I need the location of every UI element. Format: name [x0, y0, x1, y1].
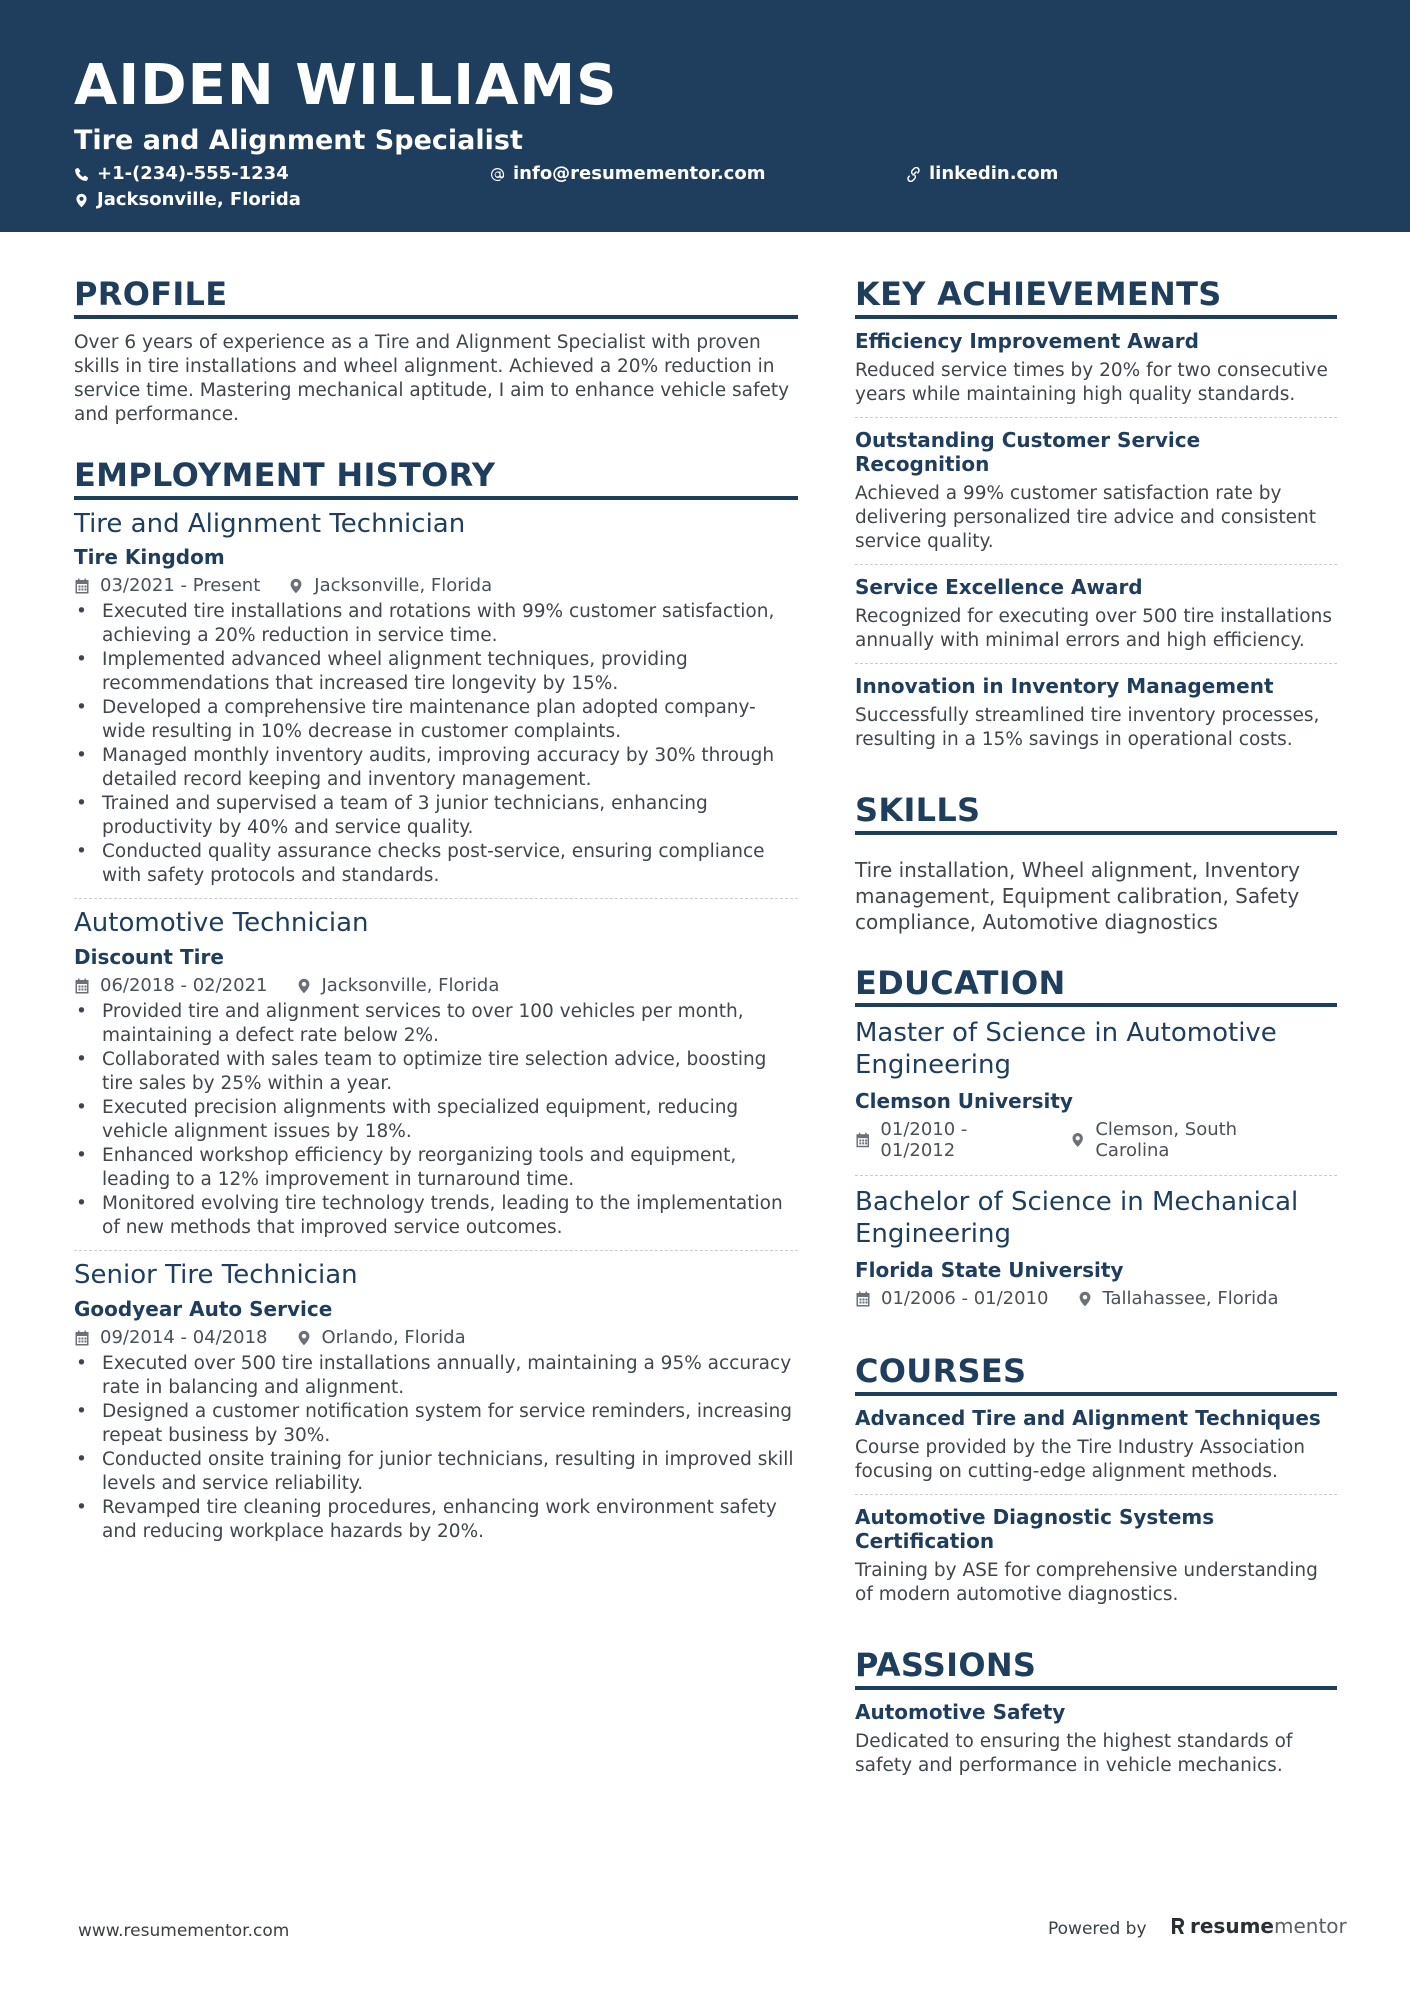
education-meta: [855, 1288, 1337, 1309]
job-company: Tire Kingdom: [74, 545, 225, 570]
skills-heading: SKILLS: [855, 792, 1337, 835]
achievement-item: [855, 664, 1337, 762]
resumementor-logo-icon: [1170, 1916, 1186, 1936]
achievement-item: [855, 565, 1337, 664]
job-bullet: • Implemented advanced wheel alignment techniques, providing recommendations that increased tire longevity by 15%.: [74, 648, 798, 696]
job-location: [288, 575, 492, 596]
calendar-icon: [74, 578, 90, 594]
achievement-desc: Successfully streamlined tire inventory processes, resulting in a 15% savings in operational costs.: [855, 704, 1320, 750]
achievement-desc: Recognized for executing over 500 tire installations annually with minimal errors and high efficiency.: [855, 605, 1332, 651]
map-pin-icon: [1070, 1132, 1085, 1148]
achievement-title: Service Excellence Award: [855, 574, 1143, 599]
phone-text: +1-(234)-555-1234: [97, 163, 289, 184]
education-location-text: Clemson, South Carolina: [1095, 1119, 1238, 1162]
courses-heading: COURSES: [855, 1353, 1337, 1396]
contact-phone[interactable]: [74, 165, 289, 183]
candidate-title: Tire and Alignment Specialist: [74, 125, 523, 156]
map-pin-icon: [296, 978, 312, 994]
contact-linkedin[interactable]: [906, 165, 1058, 183]
job-bullet: • Enhanced workshop efficiency by reorganizing tools and equipment, leading to a 12% improvement in turnaround time.: [74, 1144, 798, 1192]
passion-title: Automotive Safety: [855, 1699, 1066, 1724]
achievement-desc: Achieved a 99% customer satisfaction rate by delivering personalized tire advice and consistent service quality.: [855, 482, 1316, 552]
skills-text: Tire installation, Wheel alignment, Inventory management, Equipment calibration, Safety compliance, Automotive diagnostics: [855, 857, 1301, 934]
header-banner: [0, 0, 1410, 232]
job-bullet: • Managed monthly inventory audits, improving accuracy by 30% through detailed record keeping and inventory management.: [74, 744, 798, 792]
job-bullet: • Developed a comprehensive tire maintenance plan adopted company-wide resulting in 10% decrease in customer complaints.: [74, 696, 798, 744]
job-bullet: • Provided tire and alignment services to over 100 vehicles per month, maintaining a defect rate below 2%.: [74, 1000, 798, 1048]
resumementor-logo[interactable]: [1170, 1914, 1347, 1938]
job-company: Discount Tire: [74, 945, 224, 970]
location-text: Jacksonville, Florida: [97, 189, 301, 210]
education-location: [1070, 1119, 1309, 1161]
phone-icon: [74, 167, 89, 182]
profile-section: [74, 276, 798, 427]
job-entry: [74, 899, 798, 1251]
footer-powered-by: Powered by: [1048, 1919, 1147, 1939]
education-heading: EDUCATION: [855, 965, 1337, 1008]
job-bullet: • Executed over 500 tire installations annually, maintaining a 95% accuracy rate in balancing and alignment.: [74, 1352, 798, 1400]
job-dates: [74, 575, 260, 596]
job-bullet: • Designed a customer notification system for service reminders, increasing repeat business by 30%.: [74, 1400, 798, 1448]
course-title: Advanced Tire and Alignment Techniques: [855, 1406, 1321, 1431]
education-meta: [855, 1119, 1337, 1161]
contact-email[interactable]: [490, 165, 765, 183]
achievement-item: [855, 418, 1337, 565]
job-bullet: • Revamped tire cleaning procedures, enhancing work environment safety and reducing workplace hazards by 20%.: [74, 1496, 798, 1544]
achievement-item: [855, 319, 1337, 418]
job-location-text: Orlando, Florida: [321, 1327, 466, 1349]
education-dates: [855, 1119, 1042, 1161]
job-bullet: • Trained and supervised a team of 3 junior technicians, enhancing productivity by 40% and service quality.: [74, 792, 798, 840]
job-company: Goodyear Auto Service: [74, 1297, 333, 1322]
job-entry: [74, 500, 798, 900]
map-pin-icon: [1077, 1291, 1093, 1307]
achievement-title: Efficiency Improvement Award: [855, 328, 1199, 353]
education-dates-text: 01/2006 - 01/2010: [881, 1288, 1049, 1310]
job-meta: [74, 1327, 798, 1348]
footer-website-link[interactable]: www.resumementor.com: [78, 1921, 290, 1941]
job-dates-text: 03/2021 - Present: [100, 575, 261, 597]
job-location: [296, 1327, 466, 1348]
skills-section: [855, 792, 1337, 935]
job-location-text: Jacksonville, Florida: [314, 575, 493, 597]
education-school: Florida State University: [855, 1258, 1124, 1283]
job-dates-text: 06/2018 - 02/2021: [100, 975, 268, 997]
education-location: [1077, 1288, 1279, 1309]
education-degree: Master of Science in Automotive Engineering: [855, 1018, 1277, 1081]
calendar-icon: [855, 1291, 871, 1307]
job-bullet: • Executed tire installations and rotations with 99% customer satisfaction, achieving a 20% reduction in service time.: [74, 600, 798, 648]
education-school: Clemson University: [855, 1089, 1073, 1114]
logo-text-bold: resume: [1190, 1914, 1274, 1938]
link-icon: [906, 167, 921, 182]
course-title: Automotive Diagnostic Systems Certification: [855, 1505, 1215, 1554]
email-text: info@resumementor.com: [513, 163, 766, 184]
job-bullet: • Conducted onsite training for junior technicians, resulting in improved skill levels and service reliability.: [74, 1448, 798, 1496]
job-bullet: • Executed precision alignments with specialized equipment, reducing vehicle alignment issues by 18%.: [74, 1096, 798, 1144]
job-bullets: [74, 1352, 798, 1544]
job-bullets: [74, 1000, 798, 1240]
education-location-text: Tallahassee, Florida: [1102, 1288, 1279, 1310]
course-item: [855, 1396, 1337, 1495]
logo-text-light: mentor: [1273, 1914, 1347, 1938]
left-column: [74, 276, 798, 1584]
map-pin-icon: [74, 193, 89, 208]
job-title: Tire and Alignment Technician: [74, 508, 466, 539]
linkedin-text: linkedin.com: [929, 163, 1059, 184]
course-desc: Training by ASE for comprehensive understanding of modern automotive diagnostics.: [855, 1560, 1318, 1606]
job-location-text: Jacksonville, Florida: [321, 975, 500, 997]
achievements-section: [855, 276, 1337, 762]
map-pin-icon: [288, 578, 304, 594]
profile-text: Over 6 years of experience as a Tire and Alignment Specialist with proven skills in tire installations and wheel alignment. Achieved a 20% reduction in service time. Mastering mechanical aptitude, I aim to enhance vehicle safety and performance.: [74, 331, 790, 425]
calendar-icon: [74, 978, 90, 994]
candidate-name: AIDEN WILLIAMS: [74, 53, 618, 118]
employment-heading: EMPLOYMENT HISTORY: [74, 457, 798, 500]
calendar-icon: [74, 1330, 90, 1346]
education-dates-text: 01/2010 - 01/2012: [880, 1119, 968, 1162]
job-meta: [74, 575, 798, 596]
course-desc: Course provided by the Tire Industry Association focusing on cutting-edge alignment methods.: [855, 1437, 1306, 1483]
job-meta: [74, 975, 798, 996]
job-dates-text: 09/2014 - 04/2018: [100, 1327, 268, 1349]
map-pin-icon: [296, 1330, 312, 1346]
profile-heading: PROFILE: [74, 276, 798, 319]
education-degree: Bachelor of Science in Mechanical Engineering: [855, 1187, 1299, 1250]
job-title: Senior Tire Technician: [74, 1260, 358, 1291]
job-bullet: • Conducted quality assurance checks post-service, ensuring compliance with safety protocols and standards.: [74, 840, 798, 888]
achievement-desc: Reduced service times by 20% for two consecutive years while maintaining high quality standards.: [855, 359, 1328, 405]
course-item: [855, 1495, 1337, 1617]
achievement-title: Innovation in Inventory Management: [855, 673, 1274, 698]
passions-heading: PASSIONS: [855, 1647, 1337, 1690]
job-bullet: • Collaborated with sales team to optimize tire selection advice, boosting tire sales by 25% within a year.: [74, 1048, 798, 1096]
employment-section: [74, 457, 798, 1554]
education-section: [855, 965, 1337, 1324]
job-bullets: [74, 600, 798, 888]
passions-section: [855, 1647, 1337, 1788]
courses-section: [855, 1353, 1337, 1617]
education-dates: [855, 1288, 1049, 1309]
passion-desc: Dedicated to ensuring the highest standards of safety and performance in vehicle mechanics.: [855, 1730, 1293, 1776]
job-dates: [74, 1327, 268, 1348]
at-sign-icon: [490, 167, 505, 182]
education-item: [855, 1176, 1337, 1323]
achievements-heading: KEY ACHIEVEMENTS: [855, 276, 1337, 319]
job-bullet: • Monitored evolving tire technology trends, leading to the implementation of new methods that improved service outcomes.: [74, 1192, 798, 1240]
calendar-icon: [855, 1132, 870, 1148]
education-item: [855, 1007, 1337, 1176]
passion-item: [855, 1690, 1337, 1788]
contact-location: [74, 191, 301, 209]
job-dates: [74, 975, 268, 996]
achievement-title: Outstanding Customer Service Recognition: [855, 427, 1201, 476]
job-title: Automotive Technician: [74, 908, 369, 939]
job-location: [296, 975, 500, 996]
right-column: [855, 276, 1337, 1818]
job-entry: [74, 1251, 798, 1554]
